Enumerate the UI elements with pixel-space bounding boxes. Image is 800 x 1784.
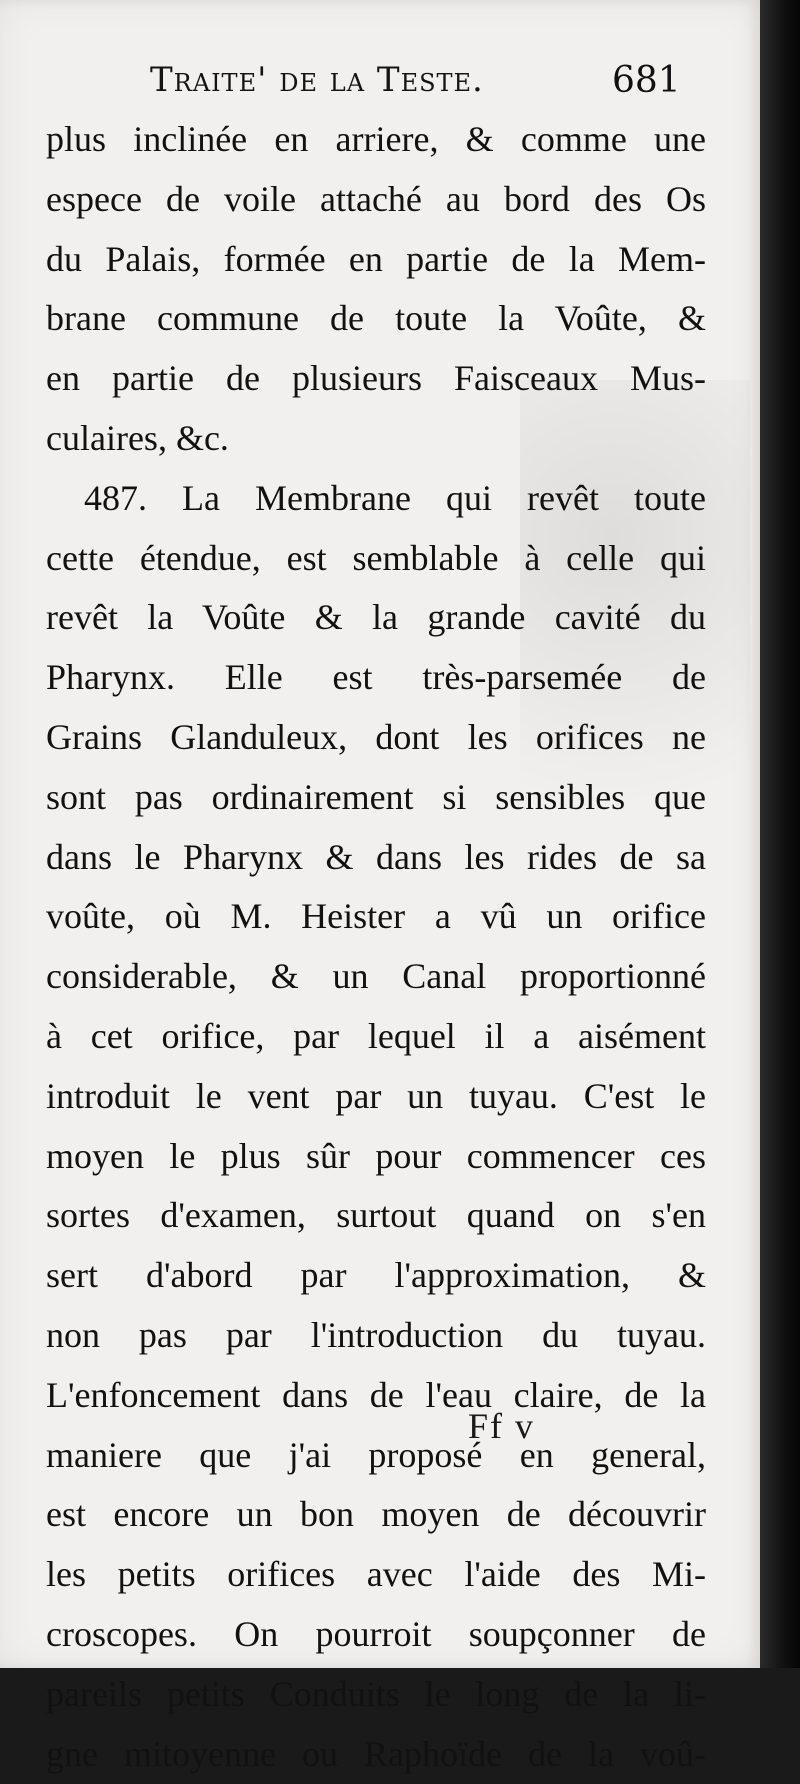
page-number: 681: [612, 60, 681, 101]
text-line: du Palais, formée en partie de la Mem-: [46, 238, 706, 279]
text-line: dans le Pharynx & dans les rides de sa: [46, 836, 706, 877]
text-line: introduit le vent par un tuyau. C'est le: [46, 1075, 706, 1116]
text-line: à cet orifice, par lequel il a aisément: [46, 1015, 706, 1056]
text-line: est encore un bon moyen de découvrir: [46, 1494, 706, 1535]
text-line: voûte, où M. Heister a vû un orifice: [46, 896, 706, 937]
text-line: cette étendue, est semblable à celle qui: [46, 537, 706, 578]
scan-background-edge: [760, 0, 800, 1668]
signature-catchword: Ff v: [468, 1406, 536, 1446]
text-line: sortes d'examen, surtout quand on s'en: [46, 1195, 706, 1236]
text-line: pareils petits Conduits le long de la li-: [46, 1673, 706, 1714]
text-line: gne mitoyenne ou Raphoïde de la voû-: [46, 1733, 706, 1774]
text-line: considerable, & un Canal proportionné: [46, 956, 706, 997]
text-line: les petits orifices avec l'aide des Mi-: [46, 1554, 706, 1595]
text-line: Pharynx. Elle est très-parsemée de: [46, 657, 706, 698]
text-line: espece de voile attaché au bord des Os: [46, 178, 706, 219]
text-line: en partie de plusieurs Faisceaux Mus-: [46, 358, 706, 399]
text-line: Grains Glanduleux, dont les orifices ne: [46, 716, 706, 757]
text-line: sont pas ordinairement si sensibles que: [46, 776, 706, 817]
body-text: [46, 110, 706, 1784]
text-line: croscopes. On pourroit soupçonner de: [46, 1613, 706, 1654]
text-line: revêt la Voûte & la grande cavité du: [46, 597, 706, 638]
text-line: L'enfoncement dans de l'eau claire, de la: [46, 1374, 706, 1415]
text-line: sert d'abord par l'approximation, &: [46, 1255, 706, 1296]
running-head-title: Traite' de la Teste.: [150, 60, 484, 100]
paragraph-start-line: 487. La Membrane qui revêt toute: [84, 477, 706, 518]
text-line: brane commune de toute la Voûte, &: [46, 298, 706, 339]
text-line: maniere que j'ai proposé en general,: [46, 1434, 706, 1475]
text-line: culaires, &c.: [46, 417, 229, 458]
text-line: non pas par l'introduction du tuyau.: [46, 1314, 706, 1355]
text-line: moyen le plus sûr pour commencer ces: [46, 1135, 706, 1176]
text-line: plus inclinée en arriere, & comme une: [46, 119, 706, 159]
